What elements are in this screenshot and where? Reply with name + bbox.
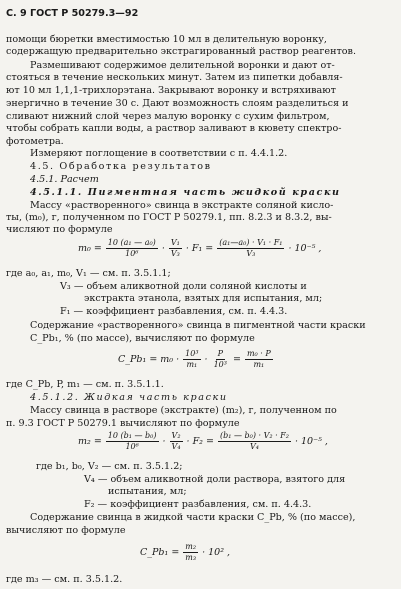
text-line: фотометра. [6, 136, 64, 147]
text-line: V₄ — объем аликвотной доли раствора, взятого для [84, 474, 346, 485]
text-line: вычисляют по формуле [6, 525, 126, 536]
text-line: содержащую предварительно экстрагированный раствор реагентов. [6, 46, 357, 57]
text-line: Содержание свинца в жидкой части краски C_Pb, % (по массе), [30, 512, 356, 523]
formula-cpb: C_Pb₁ = $\frac{\text{m₂}}{\text{m₃}}$ · 10² , [140, 542, 231, 562]
text-line: Массу свинца в растворе (экстракте) (m₂), г, полученном по [30, 405, 337, 416]
text-line: Массу «растворенного» свинца в экстракте соляной кисло- [30, 200, 334, 211]
formula-m2: m₂ = $\frac{\text{10 (b₁ — b₀)}}{\text{10⁶}}$ · $\frac{\text{V₂}}{\text{V₄}}$ · F₂ = $\frac{\text{(b₁ — b₀) · V₂ · F₂}}{\text{V₄}}$ · 10⁻⁵ , [78, 431, 328, 451]
text-line: экстракта этанола, взятых для испытания, мл; [84, 293, 323, 304]
formula-m0: m₀ = $\frac{\text{10 (a₁ — a₀)}}{\text{10⁶}}$ · $\frac{\text{V₁}}{\text{V₃}}$ · F₁ = $\frac{\text{(a₁—a₀) · V₁ · F₁}}{\text{V₃}}$ · 10⁻⁵ , [78, 238, 322, 258]
text-line: числяют по формуле [6, 224, 113, 235]
subsection-heading: 4.5.1.2. Жидкая часть краски [30, 392, 228, 403]
text-line: где m₃ — см. п. 3.5.1.2. [6, 574, 123, 585]
text-line: ют 10 мл 1,1,1-трихлорэтана. Закрывают воронку и встряхивают [6, 85, 336, 96]
text-line: энергично в течение 30 с. Дают возможность слоям разделиться и [6, 98, 349, 109]
text-line: V₃ — объем аликвотной доли соляной кислоты и [60, 281, 307, 292]
text-line: ты, (m₀), г, полученном по ГОСТ Р 50279.1, пп. 8.2.3 и 8.3.2, вы- [6, 212, 332, 223]
text-line: испытания, мл; [108, 486, 187, 497]
text-line: где b₁, b₀, V₂ — см. п. 3.5.1.2; [36, 461, 183, 472]
text-line: стояться в течение нескольких минут. Затем из пипетки добавля- [6, 72, 343, 83]
text-line: чтобы собрать капли воды, а раствор заливают в кювету спектро- [6, 123, 342, 134]
text-line: Содержание «растворенного» свинца в пигментной части краски C_Pb₁, % (по массе), вычисляют по формуле [30, 320, 366, 344]
text-line: помощи бюретки вместимостью 10 мл в делительную воронку, [6, 34, 327, 45]
subsection-heading: 4.5.1.1. Пигментная часть жидкой краски [30, 187, 341, 198]
section-heading: 4.5. Обработка результатов [30, 161, 212, 172]
page-header: С. 9 ГОСТ Р 50279.3—92 [6, 8, 139, 19]
text-line: где a₀, a₁, m₀, V₁ — см. п. 3.5.1.1; [6, 268, 171, 279]
text-line: F₁ — коэффициент разбавления, см. п. 4.4.3. [60, 306, 288, 317]
subsection-heading: 4.5.1. Расчет [30, 174, 99, 185]
text-line: п. 9.3 ГОСТ Р 50279.1 вычисляют по формуле [6, 418, 240, 429]
text-line: F₂ — коэффициент разбавления, см. п. 4.4.3. [84, 499, 312, 510]
text-line: Размешивают содержимое делительной воронки и дают от- [30, 60, 335, 71]
text-line: сливают нижний слой через малую воронку с сухим фильтром, [6, 111, 330, 122]
text-line: Измеряют поглощение в соответствии с п. 4.4.1.2. [30, 148, 288, 159]
formula-cpb1: C_Pb₁ = m₀ · $\frac{\text{10³}}{\text{m₁}}$ · $\frac{P}{\text{10³}}$ = $\frac{\text{m₀ · P}}{\text{m₁}}$ [118, 349, 271, 369]
text-line: где C_Pb, P, m₁ — см. п. 3.5.1.1. [6, 379, 164, 390]
